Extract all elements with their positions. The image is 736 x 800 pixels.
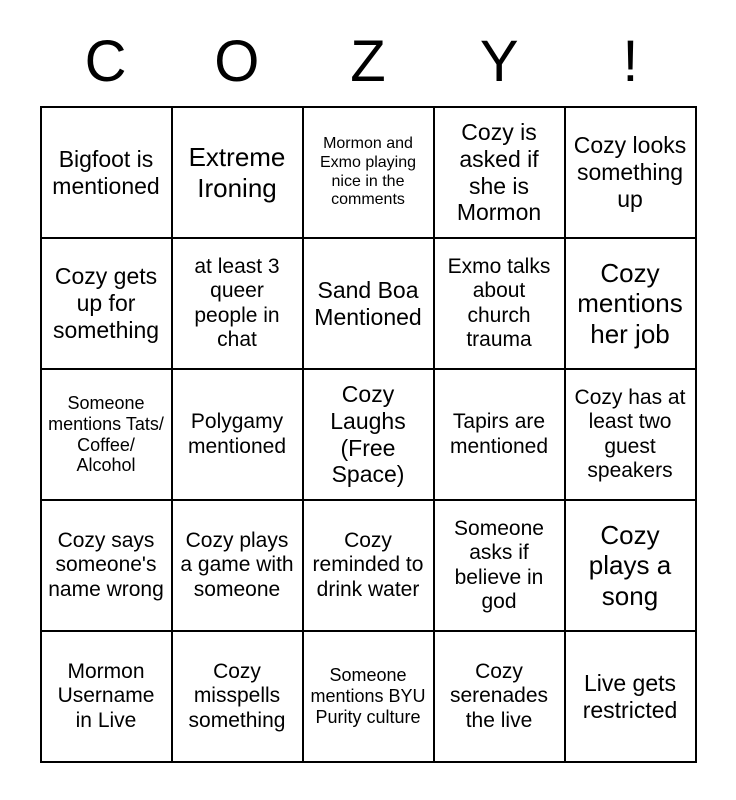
- bingo-cell[interactable]: Cozy gets up for something: [41, 238, 172, 369]
- title-letter-3: Z: [350, 29, 386, 94]
- bingo-cell[interactable]: Live gets restricted: [565, 631, 696, 762]
- bingo-cell[interactable]: Exmo talks about church trauma: [434, 238, 565, 369]
- bingo-cell[interactable]: Cozy serenades the live: [434, 631, 565, 762]
- bingo-cell[interactable]: Cozy has at least two guest speakers: [565, 369, 696, 500]
- bingo-cell[interactable]: Someone asks if believe in god: [434, 500, 565, 631]
- bingo-cell[interactable]: Tapirs are mentioned: [434, 369, 565, 500]
- bingo-cell[interactable]: Mormon Username in Live: [41, 631, 172, 762]
- title-letter-5: !: [622, 29, 639, 94]
- title-letter-1: C: [84, 29, 127, 94]
- bingo-cell[interactable]: Cozy is asked if she is Mormon: [434, 107, 565, 238]
- bingo-cell[interactable]: Sand Boa Mentioned: [303, 238, 434, 369]
- title-letter-2: O: [214, 29, 260, 94]
- bingo-cell[interactable]: Someone mentions BYU Purity culture: [303, 631, 434, 762]
- title-letter-4: Y: [479, 29, 519, 94]
- bingo-cell-free-space[interactable]: Cozy Laughs (Free Space): [303, 369, 434, 500]
- bingo-row: [41, 500, 696, 631]
- bingo-cell[interactable]: at least 3 queer people in chat: [172, 238, 303, 369]
- bingo-row: [41, 631, 696, 762]
- bingo-cell[interactable]: Cozy mentions her job: [565, 238, 696, 369]
- bingo-cell[interactable]: Polygamy mentioned: [172, 369, 303, 500]
- bingo-cell[interactable]: Cozy plays a song: [565, 500, 696, 631]
- bingo-row: [41, 369, 696, 500]
- bingo-cell[interactable]: Cozy reminded to drink water: [303, 500, 434, 631]
- bingo-row: [41, 107, 696, 238]
- bingo-title: [40, 30, 696, 94]
- bingo-cell[interactable]: Cozy misspells something: [172, 631, 303, 762]
- bingo-cell[interactable]: Bigfoot is mentioned: [41, 107, 172, 238]
- bingo-cell[interactable]: Extreme Ironing: [172, 107, 303, 238]
- bingo-cell[interactable]: Someone mentions Tats/ Coffee/ Alcohol: [41, 369, 172, 500]
- bingo-row: [41, 238, 696, 369]
- bingo-cell[interactable]: Cozy says someone's name wrong: [41, 500, 172, 631]
- bingo-grid: [40, 106, 697, 763]
- bingo-cell[interactable]: Cozy plays a game with someone: [172, 500, 303, 631]
- bingo-cell[interactable]: Mormon and Exmo playing nice in the comments: [303, 107, 434, 238]
- bingo-cell[interactable]: Cozy looks something up: [565, 107, 696, 238]
